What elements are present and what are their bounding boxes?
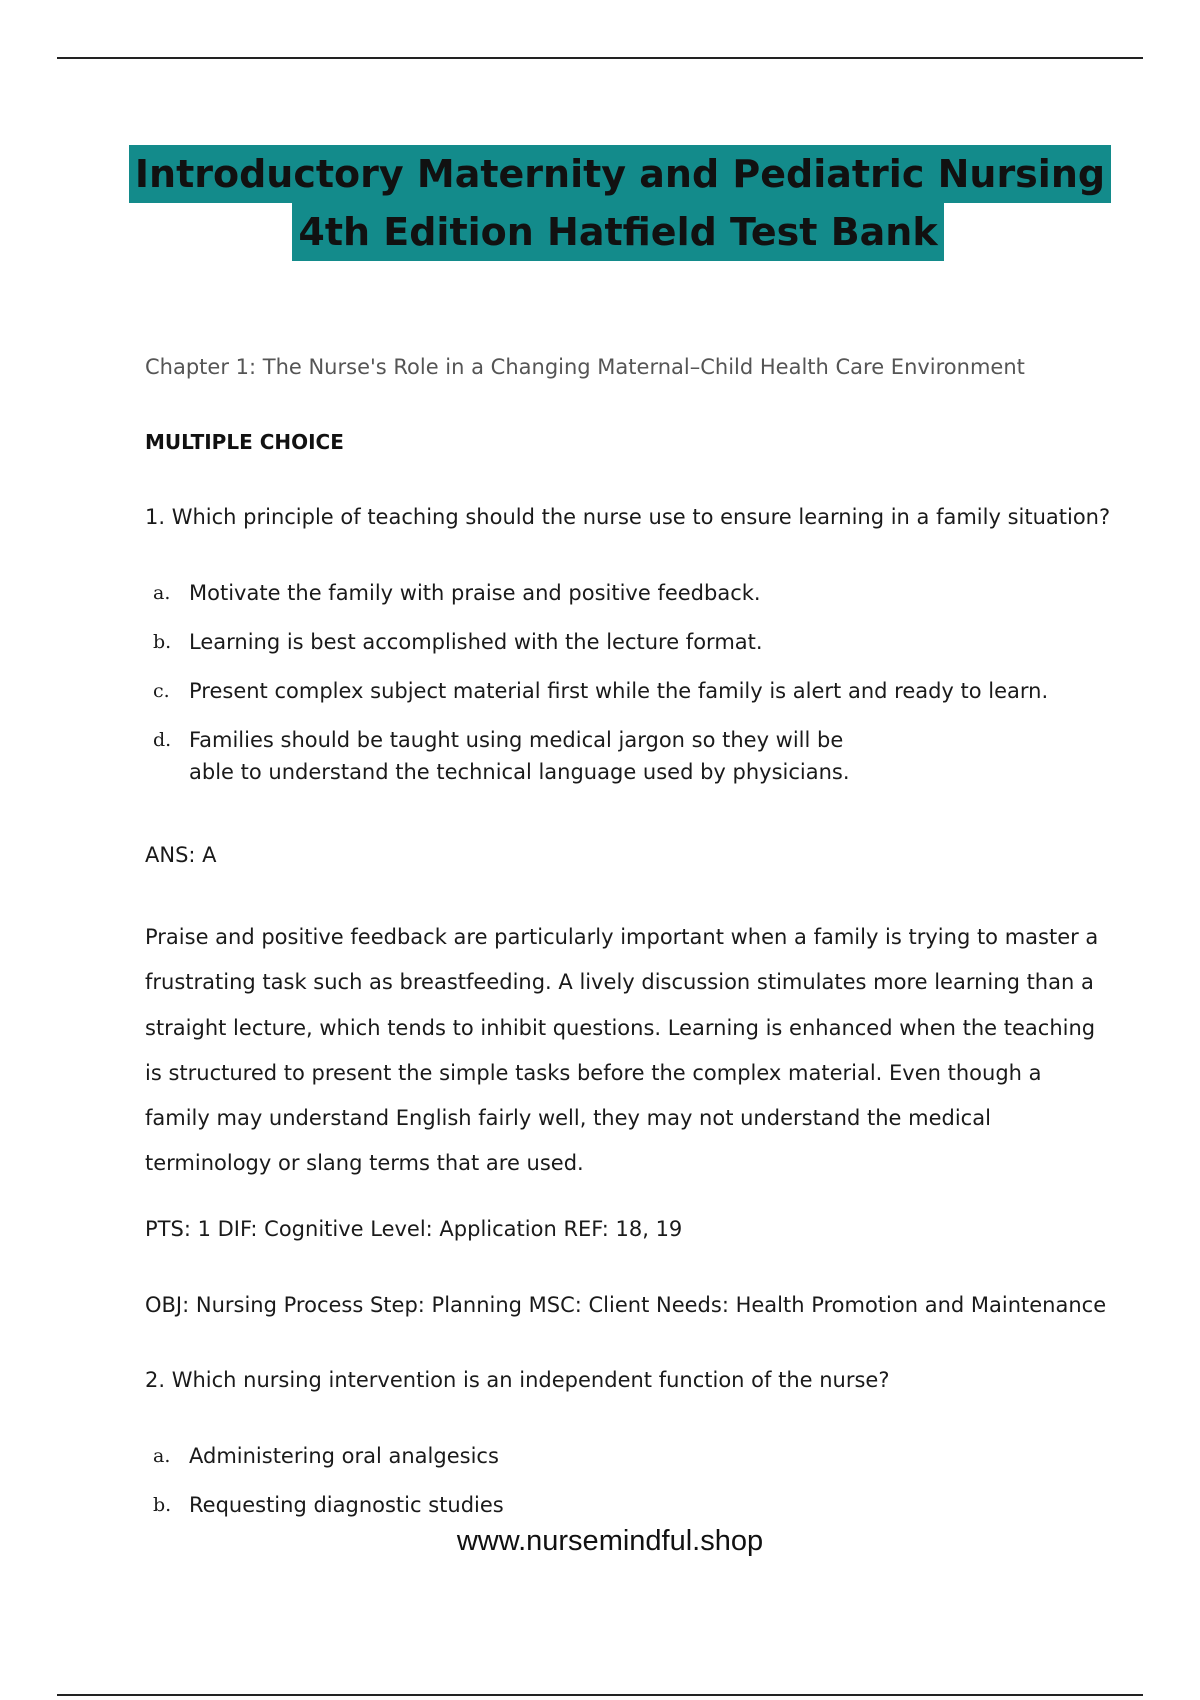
question-1-stem: 1. Which principle of teaching should the nurse use to ensure learning in a family situation? [145,505,1111,529]
question-2-stem: 2. Which nursing intervention is an independent function of the nurse? [145,1368,890,1392]
option-text: Motivate the family with praise and positive feedback. [189,581,761,605]
answer-key: ANS: A [145,843,217,867]
document-title [0,145,1200,261]
option-text: Present complex subject material first while the family is alert and ready to learn. [189,679,1049,703]
question-1-options [153,577,1113,805]
rationale-paragraph: Praise and positive feedback are particularly important when a family is trying to master a frustrating task such as breastfeeding. A lively discussion stimulates more learning than a straight lecture, which tends to inhibit questions. Learning is enhanced when the teaching is structured to present the simple tasks before the complex material. Even though a family may understand English fairly well, they may not understand the medical terminology or slang terms that are used. [145,925,1099,1176]
option-letter: d. [153,729,172,751]
option-letter: b. [153,631,172,653]
option-letter: c. [153,680,170,702]
option-letter: b. [153,1494,172,1516]
option-text: Learning is best accomplished with the lecture format. [189,630,763,654]
bottom-rule [57,1694,1143,1696]
top-rule [57,57,1143,59]
option-text: Requesting diagnostic studies [189,1493,504,1517]
option-c [153,675,1113,707]
question-1-pts-line: PTS: 1 DIF: Cognitive Level: Application REF: 18, 19 [145,1217,683,1241]
option-a [153,577,1113,609]
title-line-2: 4th Edition Hatfield Test Bank [292,203,943,261]
option-d [153,724,1113,788]
option-b [153,1489,1113,1521]
option-a [153,1440,1113,1472]
option-b [153,626,1113,658]
option-letter: a. [153,582,171,604]
title-line-1: Introductory Maternity and Pediatric Nursing [129,145,1111,203]
option-text: Administering oral analgesics [189,1444,499,1468]
footer-website: www.nursemindful.shop [456,1525,764,1557]
question-1-obj-line: OBJ: Nursing Process Step: Planning MSC: Client Needs: Health Promotion and Maintenance [145,1293,1107,1317]
section-heading: MULTIPLE CHOICE [145,430,344,454]
option-text: Families should be taught using medical jargon so they will be able to understand the technical language used by physicians. [189,728,850,784]
question-2-options [153,1440,1113,1538]
chapter-heading: Chapter 1: The Nurse's Role in a Changing Maternal–Child Health Care Environment [145,355,1025,379]
option-letter: a. [153,1445,171,1467]
